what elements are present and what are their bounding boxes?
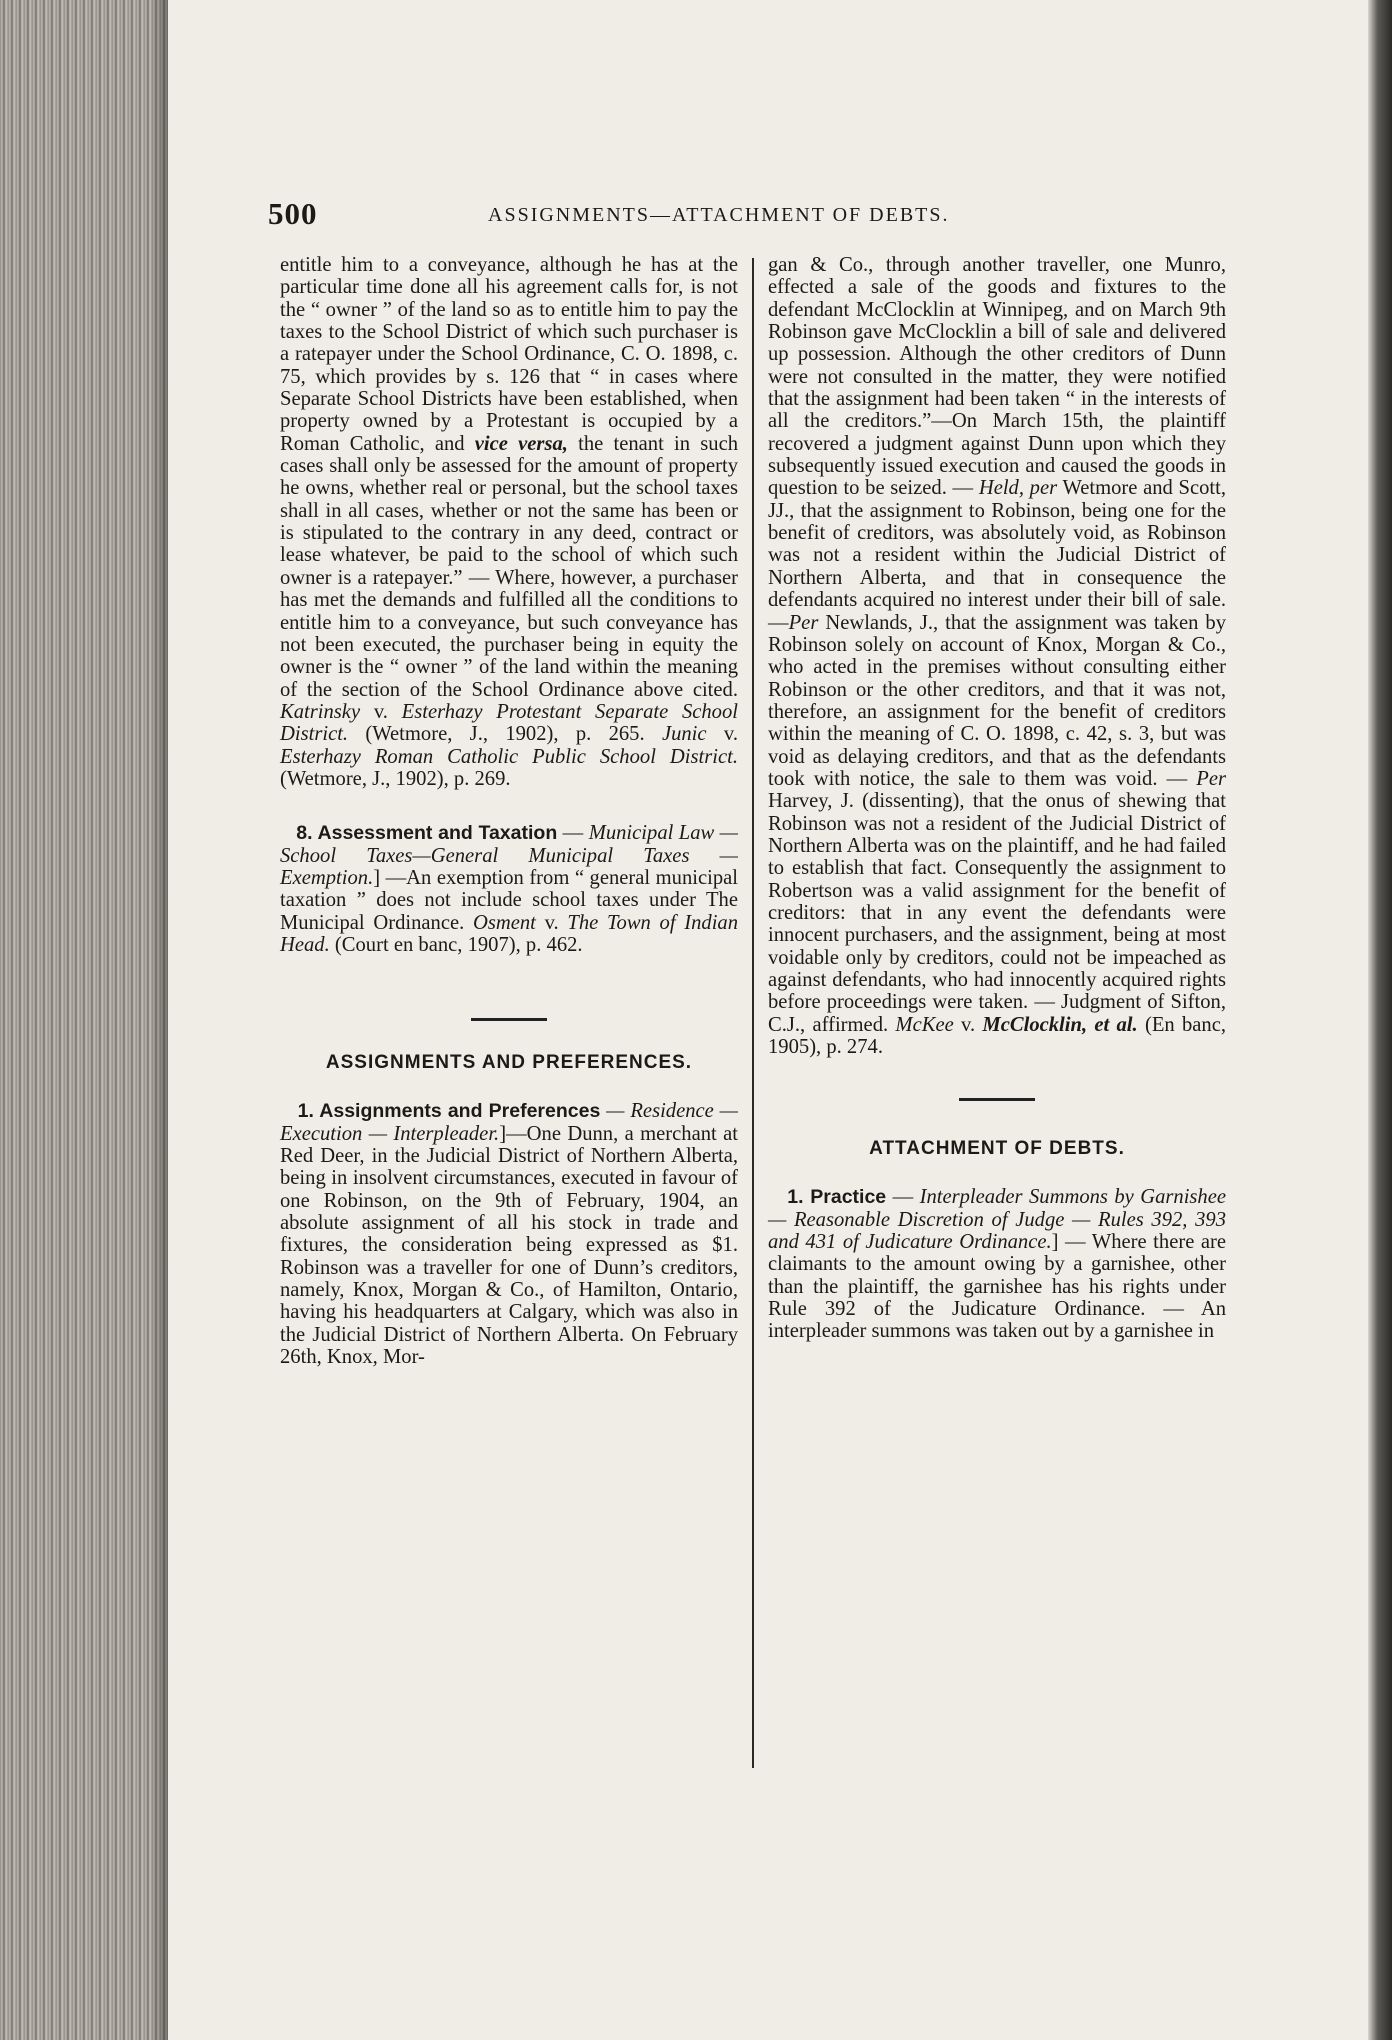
- text-run: v.: [360, 700, 402, 723]
- running-head-title: ASSIGNMENTS—ATTACHMENT OF DEBTS.: [488, 204, 950, 226]
- paragraph-school-taxes: [280, 254, 738, 790]
- paragraph-assessment-taxation: [280, 822, 738, 956]
- text-run: the tenant in such cases shall only be assessed for the amount of property he owns, whether real or personal, but the school taxes shall in all cases, whether or not the same has been or is stipulated to the contrary in any deed, contract or lease whatever, be paid to the school of which such owner is a ratepayer.” — Where, however, a purchaser has met the demands and fulfilled all the conditions to entitle him to a conveyance, but such conveyance has not been executed, the purchaser being in equity the owner is the “ owner ” of the land within the meaning of the section of the School Ordinance above cited.: [280, 432, 739, 701]
- text-run: Wetmore and Scott, JJ., that the assignment to Robinson, being one for the benefit of creditors, was absolutely void, as Robinson was not a resident within the Judicial District of Northern Alberta, and that in consequence the defendants acquired no interest under their bill of sale.—: [768, 477, 1226, 634]
- text-run: Harvey, J. (dissenting), that the onus of shewing that Robinson was not a resident of the Judicial District of Northern Alberta was on the plaintiff, and he had failed to establish that fact. Consequently the assignment to Robertson was a valid assignment for the benefit of creditors: that in any event the defendants were innocent purchasers, and the assignment, being at most voidable only by creditors, could not be impeached as against defendants, who had innocently acquired rights before proceedings were taken. — Judgment of Sifton, C.J., affirmed.: [768, 790, 1226, 1036]
- book-page-edges: [0, 0, 168, 2040]
- case-name: The Town of Indian Head.: [280, 911, 739, 956]
- left-column: [280, 254, 738, 1368]
- text-run: v.: [535, 911, 568, 934]
- citation: (En banc, 1905), p. 274.: [768, 1013, 1226, 1059]
- text-run-italic: Per: [1196, 767, 1226, 790]
- case-name: McKee: [895, 1013, 954, 1036]
- text-run-italic: Per: [788, 611, 819, 634]
- entry-subject: Interpleader Summons by Garnishee — Reasonable Discretion of Judge — Rules 392, 393 and 431 of Judicature Ordinance.: [768, 1186, 1227, 1254]
- text-run: entitle him to a conveyance, although he has at the particular time done all his agreement calls for, is not the “ owner ” of the land so as to entitle him to pay the taxes to the School District of which such purchaser is a ratepayer under the School Ordinance, C. O. 1898, c. 75, which provides by s. 126 that “ in cases where Separate School Districts have been established, when property owned by a Protestant is occupied by a Roman Catholic, and: [280, 254, 738, 455]
- entry-heading: 8. Assessment and Taxation: [296, 822, 558, 845]
- citation: (Wetmore, J., 1902), p. 269.: [280, 767, 511, 790]
- text-run-italic: vice versa,: [474, 432, 568, 455]
- entry-subject: — Residence — Execution — Interpleader.: [280, 1100, 738, 1145]
- case-name: Esterhazy Roman Catholic Public School District.: [280, 745, 738, 768]
- text-run: v.: [953, 1013, 983, 1036]
- page-number: 500: [268, 196, 318, 231]
- entry-heading: 1. Practice: [787, 1186, 887, 1209]
- case-name: Esterhazy Protestant Separate School District.: [280, 700, 739, 746]
- section-heading-attachment: ATTACHMENT OF DEBTS.: [869, 1138, 1125, 1160]
- right-column: [768, 254, 1226, 1343]
- section-heading-assignments: ASSIGNMENTS AND PREFERENCES.: [325, 1052, 693, 1074]
- dash: —: [886, 1186, 920, 1209]
- paragraph-practice: [768, 1186, 1226, 1342]
- text-run: ] —An exemption from “ general municipal taxation ” does not include school taxes under The Municipal Ordinance.: [280, 866, 738, 934]
- text-run-italic: Held, per: [978, 477, 1058, 500]
- citation: (Court en banc, 1907), p. 462.: [329, 933, 583, 956]
- text-run: ] — Where there are claimants to the amount owing by a garnishee, other than the plaintiff, the garnishee has his rights under Rule 392 of the Judicature Ordinance. — An interpleader summons was taken out by a garnishee in: [768, 1231, 1226, 1343]
- citation: (Wetmore, J., 1902), p. 265.: [348, 723, 662, 746]
- running-head: [268, 196, 1268, 236]
- text-run: Newlands, J., that the assignment was taken by Robinson solely on account of Knox, Morgan & Co., who acted in the premises without consulting either Robinson or the other creditors, and that it was not, therefore, an assignment for the benefit of creditors within the meaning of C. O. 1898, c. 42, s. 3, but was void as delaying creditors, and that as the defendants took with notice, the sale to them was void. —: [768, 611, 1226, 790]
- paragraph-mckee-case: [768, 254, 1226, 1058]
- page-right-edge: [1368, 0, 1392, 2040]
- paragraph-assignments-preferences: [280, 1100, 738, 1368]
- entry-heading: 1. Assignments and Preferences: [297, 1100, 601, 1123]
- text-run: v.: [706, 723, 738, 746]
- entry-subject: Municipal Law — School Taxes—General Municipal Taxes — Exemption.: [280, 822, 738, 889]
- case-name: Katrinsky: [280, 700, 361, 723]
- text-run: ]—One Dunn, a merchant at Red Deer, in the Judicial District of Northern Alberta, being in insolvent circumstances, executed in favour of one Robinson, on the 9th of February, 1904, an absolute assignment of all his stock in trade and fixtures, the consideration being expressed as $1. Robinson was a traveller for one of Dunn’s creditors, namely, Knox, Morgan & Co., of Hamilton, Ontario, having his headquarters at Calgary, which was also in the Judicial District of Northern Alberta. On February 26th, Knox, Mor-: [280, 1122, 738, 1369]
- case-name: Junic: [661, 723, 707, 746]
- text-run: gan & Co., through another traveller, one Munro, effected a sale of the goods and fixtures to the defendant McClocklin at Winnipeg, and on March 9th Robinson gave McClocklin a bill of sale and delivered up possession. Although the other creditors of Dunn were not consulted in the matter, they were notified that the assignment had been taken “ in the interests of all the creditors.”—On March 15th, the plaintiff recovered a judgment against Dunn upon which they subsequently issued execution and caused the goods in question to be seized. —: [768, 254, 1226, 500]
- dash: —: [557, 822, 589, 845]
- case-name: Osment: [472, 911, 536, 934]
- case-name: McClocklin, et al.: [982, 1013, 1138, 1036]
- column-divider: [752, 258, 754, 1768]
